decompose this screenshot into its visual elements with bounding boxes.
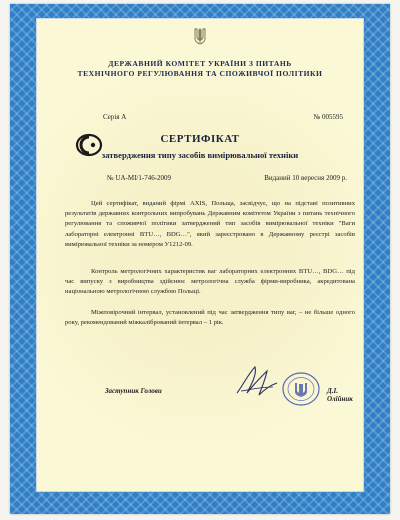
blank-number: № 005595 [313, 113, 343, 121]
paragraph-approval: Цей сертифікат, виданий фірмі AXIS, Польща, засвідчує, що на підставі позитивних результатів державних контрольних випробувань Державним комітетом України з питань технічного регулювання та споживчої політики затверджений тип засобів вимірювальної техніки "Ваги лабораторні електронні BTU…, BDG…", який зареєстровано в Державному реєстрі засобів вимірювальної техніки за номером У1212-09. [65, 200, 355, 248]
signatory-name: Д.І. Олійник [327, 387, 353, 403]
certificate-frame [10, 4, 390, 514]
certificate-title: СЕРТИФІКАТ [160, 133, 240, 145]
ukraine-trident-emblem [194, 27, 206, 45]
certificate-number: № UA-MI/1-746-2009 [107, 174, 172, 182]
paragraph-control: Контроль метрологічних характеристик ваг лабораторних електронних BTU…, BDG… під час випуску з виробництва здійснює метрологічна служба фірми-виробника, акредитована національною метрологічною службою Польщі. [65, 268, 355, 296]
official-stamp [281, 371, 321, 407]
handwritten-signature [233, 363, 279, 399]
issue-date: Виданий 10 вересня 2009 р. [264, 174, 347, 182]
ministry-heading [37, 59, 363, 79]
ministry-line-1: ДЕРЖАВНИЙ КОМІТЕТ УКРАЇНИ З ПИТАНЬ [108, 59, 292, 68]
series-label: Серія А [103, 113, 127, 121]
paragraph-interval: Міжповірочний інтервал, установлений під час затвердження типу ваг, – не більше одного року, рекомендований міжкалібрований інтервал – 1 рік. [65, 309, 355, 327]
signatory-position: Заступник Голови [105, 387, 162, 395]
certificate-paper [36, 18, 364, 492]
ministry-line-2: ТЕХНІЧНОГО РЕГУЛЮВАННЯ ТА СПОЖИВЧОЇ ПОЛІТИКИ [77, 69, 323, 78]
certificate-subtitle: затвердження типу засобів вимірювальної техніки [101, 150, 299, 160]
